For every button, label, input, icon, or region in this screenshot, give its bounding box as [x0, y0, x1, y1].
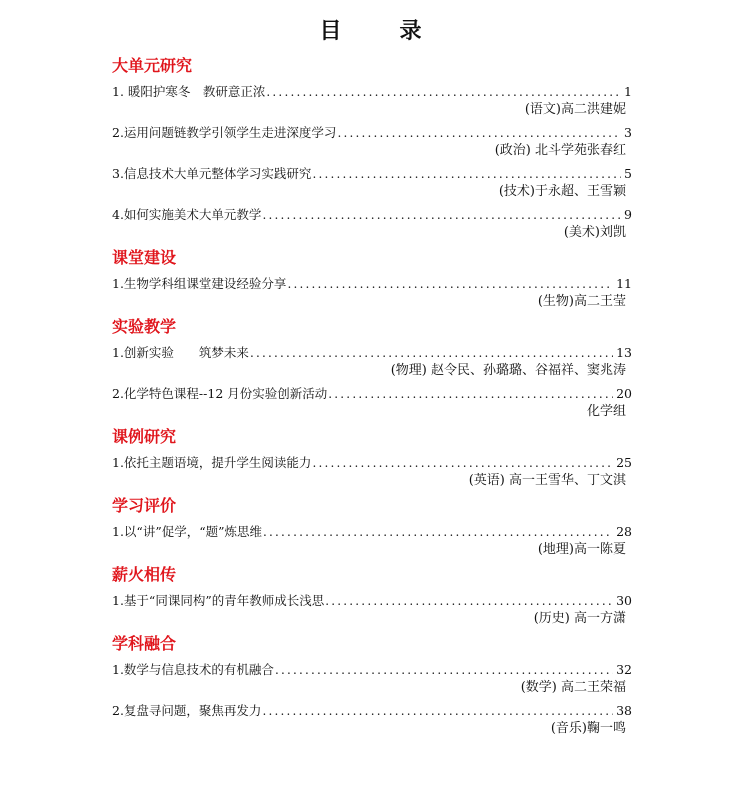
page-number: 13 [616, 345, 632, 360]
entry-title: 1.创新实验 筑梦未来 [112, 345, 249, 360]
entry-author: (美术)刘凯 [563, 225, 626, 240]
toc-section [112, 632, 632, 738]
dot-leader [312, 454, 613, 473]
entry-title: 1.生物学科组课堂建设经验分享 [112, 276, 287, 291]
dot-leader [266, 83, 621, 102]
entry-author: (英语) 高一王雪华、丁文淇 [468, 473, 626, 488]
page-number: 1 [624, 84, 632, 99]
dot-leader [262, 702, 613, 721]
toc-section [112, 494, 632, 559]
toc-entry[interactable] [112, 82, 632, 119]
toc-entry[interactable] [112, 164, 632, 201]
section-heading: 薪火相传 [112, 565, 177, 584]
entry-author: (语文)高二洪建妮 [524, 102, 626, 117]
entry-author: (政治) 北斗学苑张春红 [494, 143, 626, 158]
section-heading: 实验教学 [112, 317, 177, 336]
dot-leader [328, 385, 613, 404]
page-title: 目 录 [319, 18, 440, 44]
section-heading: 学科融合 [112, 634, 177, 653]
toc-section [112, 246, 632, 311]
page-number: 38 [616, 703, 632, 718]
toc-section [112, 425, 632, 490]
dot-leader [250, 344, 613, 363]
entry-author: (地理)高一陈夏 [537, 542, 626, 557]
entry-title: 4.如何实施美术大单元教学 [112, 207, 262, 222]
toc-section [112, 54, 632, 242]
dot-leader [287, 275, 613, 294]
dot-leader [337, 124, 621, 143]
toc-entry[interactable] [112, 205, 632, 242]
section-heading: 课堂建设 [112, 248, 177, 267]
toc-entry[interactable] [112, 522, 632, 559]
toc-entry[interactable] [112, 591, 632, 628]
toc-entry[interactable] [112, 701, 632, 738]
entry-author: (数学) 高二王荣福 [520, 680, 626, 695]
entry-author: (生物)高二王莹 [537, 294, 626, 309]
page-number: 5 [624, 166, 632, 181]
dot-leader [262, 206, 621, 225]
toc-entry[interactable] [112, 274, 632, 311]
dot-leader [263, 523, 613, 542]
entry-author: (物理) 赵令民、孙璐璐、谷福祥、窦兆涛 [390, 363, 626, 378]
dot-leader [275, 661, 613, 680]
dot-leader [325, 592, 613, 611]
entry-title: 2.运用问题链教学引领学生走进深度学习 [112, 125, 337, 140]
toc-entry[interactable] [112, 343, 632, 380]
page-number: 25 [616, 455, 632, 470]
toc-section [112, 563, 632, 628]
toc-entry[interactable] [112, 660, 632, 697]
entry-title: 2.复盘寻问题，聚焦再发力 [112, 703, 262, 718]
section-heading: 课例研究 [112, 427, 177, 446]
entry-title: 1.依托主题语境，提升学生阅读能力 [112, 455, 312, 470]
entry-title: 2.化学特色课程--12 月份实验创新活动 [112, 386, 328, 401]
toc-entry[interactable] [112, 123, 632, 160]
entry-title: 1.以“讲”促学，“题”炼思维 [112, 524, 262, 539]
page-number: 20 [616, 386, 632, 401]
toc-section [112, 315, 632, 421]
entry-author: (历史) 高一方潇 [533, 611, 626, 626]
page-number: 3 [624, 125, 632, 140]
entry-title: 1. 暖阳护寒冬 教研意正浓 [112, 84, 266, 99]
table-of-contents [112, 54, 632, 738]
entry-title: 3.信息技术大单元整体学习实践研究 [112, 166, 312, 181]
entry-author: 化学组 [586, 404, 626, 419]
entry-author: (音乐)鞠一鸣 [550, 721, 626, 736]
section-heading: 大单元研究 [112, 56, 193, 75]
dot-leader [312, 165, 621, 184]
toc-entry[interactable] [112, 453, 632, 490]
entry-title: 1.基于“同课同构”的青年教师成长浅思 [112, 593, 325, 608]
page-number: 9 [624, 207, 632, 222]
page-number: 30 [616, 593, 632, 608]
entry-author: (技术)于永超、王雪颖 [498, 184, 626, 199]
toc-entry[interactable] [112, 384, 632, 421]
page-number: 32 [616, 662, 632, 677]
section-heading: 学习评价 [112, 496, 177, 515]
page-number: 11 [616, 276, 632, 291]
entry-title: 1.数学与信息技术的有机融合 [112, 662, 274, 677]
page-number: 28 [616, 524, 632, 539]
